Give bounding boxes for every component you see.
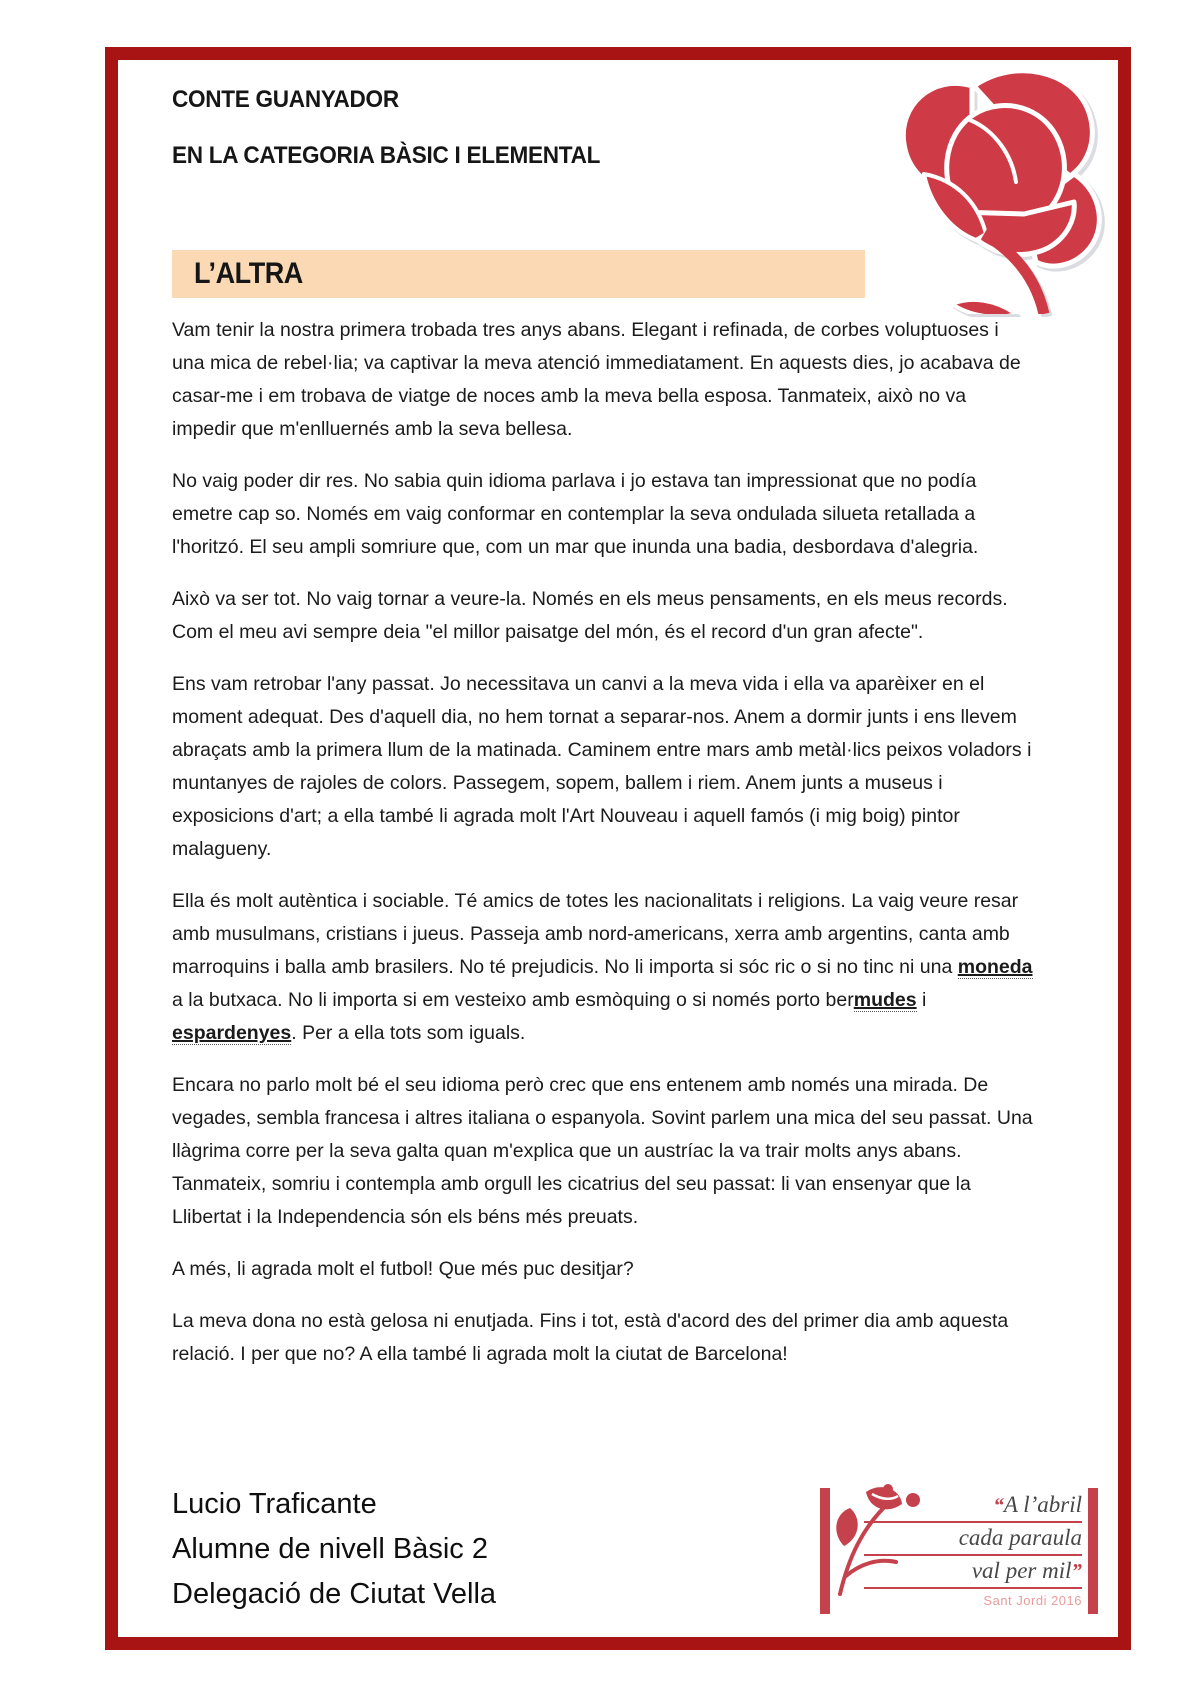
paragraph-text: Vam tenir la nostra primera trobada tres anys abans. Elegant i refinada, de corbes voluptuoses i una mica de rebel·lia; va captivar la meva atenció immediatament. En aquests dies, jo acabava de casar-me i em trobava de viatge de noces amb la meva bella esposa. Tanmateix, això no va impedir que m'enlluernés amb la seva bellesa. [172, 319, 1021, 440]
story-title-bar [172, 250, 865, 298]
close-quote-mark: ” [1071, 1559, 1082, 1583]
story-paragraph [172, 465, 1034, 564]
story-paragraph [172, 583, 1034, 649]
author-name: Lucio Traficante [172, 1488, 377, 1520]
header-line-1: CONTE GUANYADOR [172, 86, 399, 113]
open-quote-mark: “ [993, 1493, 1004, 1517]
logo-quote-line-3: val per mil” [864, 1556, 1082, 1589]
paragraph-text: La meva dona no està gelosa ni enutjada. Fins i tot, està d'acord des del primer dia amb aquesta relació. I per que no? A ella també li agrada molt la ciutat de Barcelona! [172, 1310, 1009, 1365]
paragraph-text: Ens vam retrobar l'any passat. Jo necessitava un canvi a la meva vida i ella va aparèixer en el moment adequat. Des d'aquell dia, no hem tornat a separar-nos. Anem a dormir junts i ens llevem abraçats amb la primera llum de la matinada. Caminem entre mars amb metàl·lics peixos voladors i muntanyes de rajoles de colors. Passegem, sopem, ballem i riem. Anem junts a museus i exposicions d'art; a ella també li agrada molt l'Art Nouveau i aquell famós (i mig boig) pintor malagueny. [172, 673, 1032, 860]
logo-quote [864, 1490, 1082, 1608]
author-level: Alumne de nivell Bàsic 2 [172, 1533, 488, 1565]
paragraph-text: Això va ser tot. No vaig tornar a veure-la. Només en els meus pensaments, en els meus records. Com el meu avi sempre deia "el millor paisatge del món, és el record d'un gran afecte". [172, 588, 1008, 643]
paragraph-text: Ella és molt autèntica i sociable. Té amics de totes les nacionalitats i religions. La vaig veure resar amb musulmans, cristians i jueus. Passeja amb nord-americans, xerra amb argentins, canta amb marroquins i balla amb brasilers. No té prejudicis. No li importa si sóc ric o si no tinc ni una [172, 890, 1019, 978]
logo-quote-line-1: “A l’abril [864, 1490, 1082, 1523]
logo-right-bar-icon [1088, 1488, 1098, 1614]
story-title: L’ALTRA [194, 257, 303, 290]
logo-caption: Sant Jordi 2016 [983, 1593, 1082, 1608]
rose-illustration [872, 62, 1120, 314]
rose-icon [872, 62, 1120, 314]
story-paragraph [172, 668, 1034, 866]
story-paragraph [172, 1305, 1034, 1371]
paragraph-text: Encara no parlo molt bé el seu idioma però crec que ens entenem amb només una mirada. De vegades, sembla francesa i altres italiana o espanyola. Sovint parlem una mica del seu passat. Una llàgrima corre per la seva galta quan m'explica que un austríac la va trair molts anys abans. Tanmateix, somriu i contempla amb orgull les cicatrius del seu passat: li van ensenyar que la Llibertat i la Independencia són els béns més preuats. [172, 1074, 1033, 1228]
paragraph-text: i [916, 989, 927, 1011]
story-paragraph [172, 1069, 1034, 1234]
author-block [172, 1482, 496, 1617]
sant-jordi-logo [820, 1484, 1098, 1620]
paragraph-text: a la butxaca. No li importa si em vesteixo amb esmòquing o si només porto ber [172, 989, 854, 1011]
underlined-word: moneda [957, 956, 1033, 978]
logo-left-bar-icon [820, 1488, 830, 1614]
underlined-word: mudes [853, 989, 917, 1011]
paragraph-text: No vaig poder dir res. No sabia quin idioma parlava i jo estava tan impressionat que no podía emetre cap so. Només em vaig conformar en contemplar la seva ondulada silueta retallada a l'horitzó. El seu ampli somriure que, com un mar que inunda una badia, desbordava d'alegria. [172, 470, 979, 558]
story-paragraph [172, 885, 1034, 1050]
logo-quote-line-2: cada paraula [864, 1523, 1082, 1556]
story [172, 314, 1034, 1390]
header-line-2: EN LA CATEGORIA BÀSIC I ELEMENTAL [172, 142, 601, 169]
underlined-word: espardenyes [172, 1022, 292, 1044]
paragraph-text: . Per a ella tots som iguals. [291, 1022, 526, 1044]
story-paragraph [172, 1253, 1034, 1286]
story-paragraph [172, 314, 1034, 446]
author-delegation: Delegació de Ciutat Vella [172, 1578, 497, 1610]
paragraph-text: A més, li agrada molt el futbol! Que més puc desitjar? [172, 1258, 634, 1280]
